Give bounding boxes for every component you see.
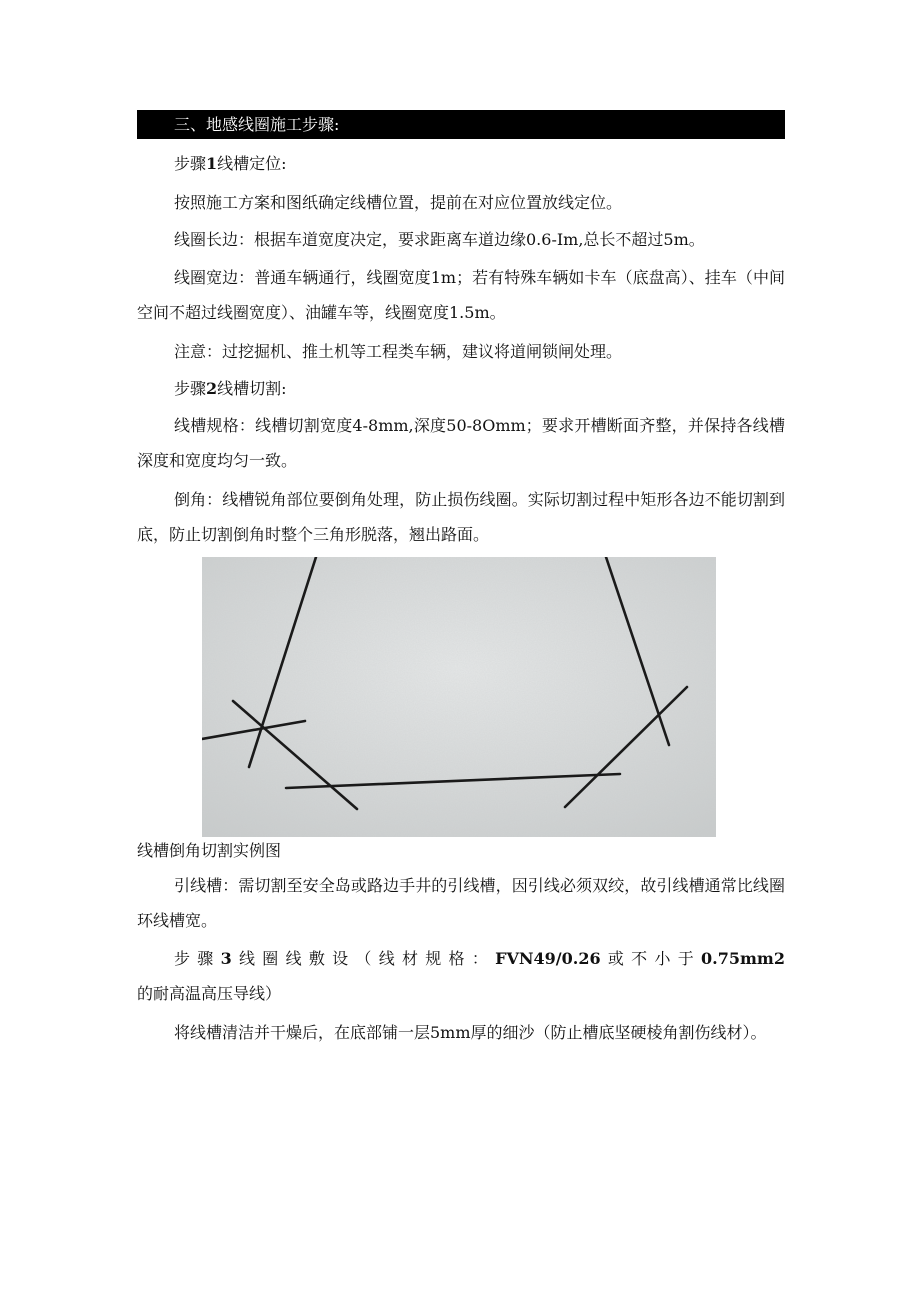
step2-prefix: 步骤 — [174, 379, 207, 398]
concrete-texture — [202, 557, 716, 837]
step3-title — [137, 941, 785, 1011]
paragraph-note: 注意：过挖掘机、推土机等工程类车辆，建议将道闸锁闸处理。 — [174, 342, 623, 361]
wire-spec-code: FVN49/0.26 — [495, 949, 601, 968]
paragraph-short-side: 线圈宽边：普通车辆通行，线圈宽度1m；若有特殊车辆如卡车（底盘高）、挂车（中间空间不超过线圈宽度）、油罐车等，线圈宽度1.5m。 — [137, 268, 785, 322]
paragraph-long-side: 线圈长边：根据车道宽度决定，要求距离车道边缘0.6-Im,总长不超过5m。 — [174, 230, 705, 249]
wire-spec-size: 0.75mm2 — [701, 949, 785, 968]
step2-number: 2 — [206, 379, 218, 398]
step1-rest: 线槽定位: — [217, 154, 287, 173]
step3-prefix: 步骤 — [174, 949, 221, 968]
paragraph-spec: 线槽规格：线槽切割宽度4-8mm,深度50-8Omm；要求开槽断面齐整，并保持各线槽深度和宽度均匀一致。 — [137, 416, 785, 470]
step3-or: 或不小于 — [600, 949, 702, 968]
groove-chamfer-photo — [202, 557, 716, 837]
paragraph-chamfer: 倒角：线槽锐角部位要倒角处理，防止损伤线圈。实际切割过程中矩形各边不能切割到底，防止切割倒角时整个三角形脱落，翘出路面。 — [137, 490, 785, 544]
step2-rest: 线槽切割: — [217, 379, 287, 398]
step3-tail: 的耐高温高压导线） — [137, 984, 282, 1003]
step1-number: 1 — [206, 154, 218, 173]
figure-caption: 线槽倒角切割实例图 — [137, 841, 282, 860]
paragraph-sand: 将线槽清洁并干燥后，在底部铺一层5mm厚的细沙（防止槽底坚硬棱角割伤线材）。 — [174, 1023, 767, 1042]
paragraph-position: 按照施工方案和图纸确定线槽位置，提前在对应位置放线定位。 — [174, 193, 623, 212]
step3-middle: 线圈线敷设（线材规格： — [231, 949, 496, 968]
step1-title — [137, 146, 785, 181]
section-heading-bar — [137, 110, 785, 139]
section-heading: 三、地感线圈施工步骤: — [174, 115, 340, 134]
step3-number: 3 — [220, 949, 232, 968]
step2-title — [137, 371, 785, 406]
step1-prefix: 步骤 — [174, 154, 207, 173]
paragraph-lead-groove: 引线槽：需切割至安全岛或路边手井的引线槽，因引线必须双绞，故引线槽通常比线圈环线槽宽。 — [137, 876, 785, 930]
